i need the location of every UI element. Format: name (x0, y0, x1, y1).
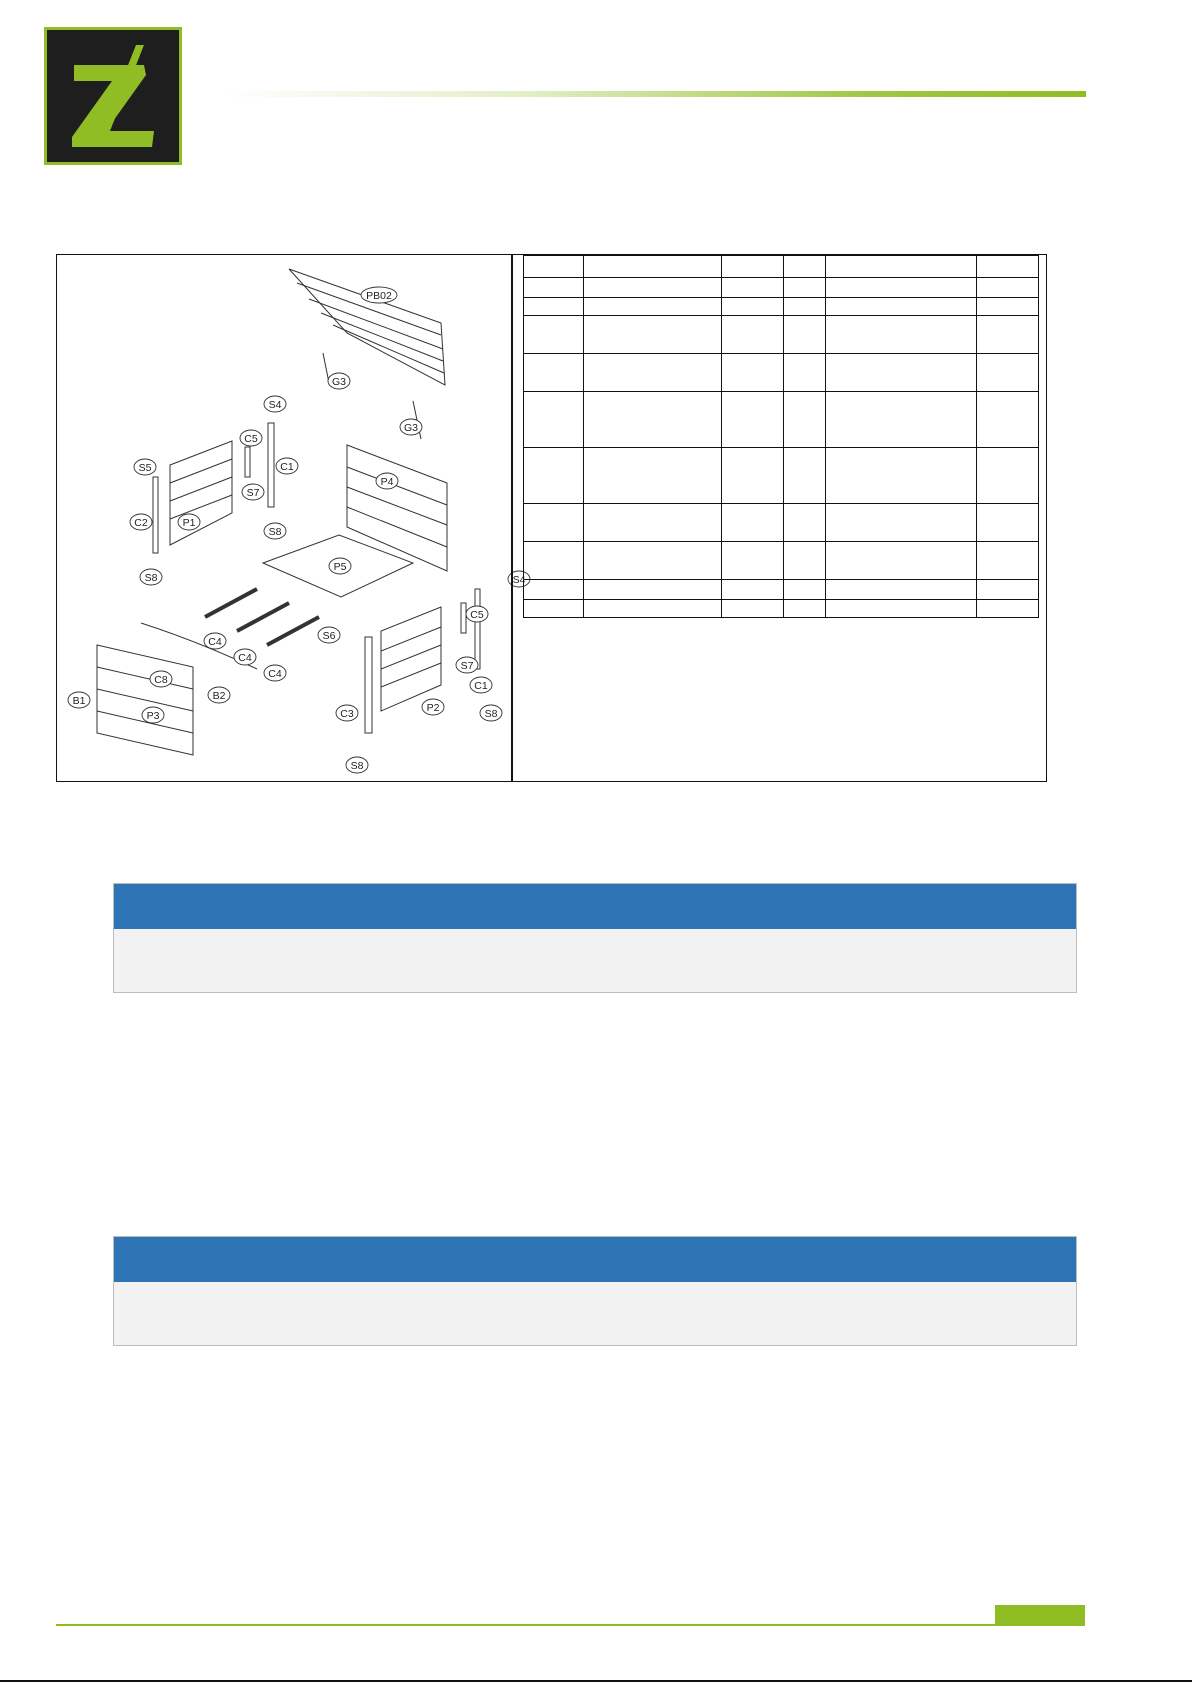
callout-label: S7 (246, 486, 260, 499)
table-cell (826, 298, 977, 316)
table-cell (784, 278, 826, 298)
table-cell (584, 580, 722, 600)
table-cell (784, 392, 826, 448)
table-cell (524, 316, 584, 354)
table-cell (977, 278, 1039, 298)
table-cell (722, 600, 784, 618)
table-cell (826, 278, 977, 298)
callout-label: P2 (426, 701, 440, 714)
figure-divider (511, 255, 513, 781)
post-c1 (268, 423, 274, 507)
callout-label: S7 (460, 659, 474, 672)
table-cell (524, 600, 584, 618)
table-cell (584, 448, 722, 504)
table-cell (977, 600, 1039, 618)
table-cell (722, 316, 784, 354)
footer-rule (56, 1624, 1085, 1626)
table-cell (524, 392, 584, 448)
table-cell (826, 448, 977, 504)
post-c1-right (475, 589, 480, 669)
callout-label: S6 (322, 629, 336, 642)
table-cell (722, 542, 784, 580)
table-cell (784, 448, 826, 504)
table-row (524, 298, 1039, 316)
table-cell (584, 542, 722, 580)
table-cell (784, 298, 826, 316)
bracket-c5 (245, 447, 250, 477)
parts-table (523, 255, 1039, 618)
info-box-1-header (114, 884, 1076, 929)
table-row (524, 316, 1039, 354)
callout-label: C4 (238, 651, 252, 664)
table-cell (784, 580, 826, 600)
table-cell (826, 316, 977, 354)
post-c2 (153, 477, 158, 553)
table-cell (524, 448, 584, 504)
callout-label: C5 (470, 608, 484, 621)
callout-label: C1 (280, 460, 294, 473)
post-c3 (365, 637, 372, 733)
callout-label: G3 (403, 421, 419, 434)
callout-label: C1 (474, 679, 488, 692)
brand-logo (44, 27, 182, 165)
table-cell (826, 256, 977, 278)
callout-label: B2 (212, 689, 226, 702)
table-cell (784, 600, 826, 618)
page-bottom-border (0, 1680, 1192, 1682)
table-cell (584, 278, 722, 298)
callout-label: P3 (146, 709, 160, 722)
table-row (524, 256, 1039, 278)
table-cell (524, 278, 584, 298)
callout-label: S8 (268, 525, 282, 538)
callout-label: C5 (244, 432, 258, 445)
panel-p3 (97, 645, 193, 755)
table-cell (584, 298, 722, 316)
table-cell (826, 542, 977, 580)
table-cell (977, 448, 1039, 504)
callout-label: P1 (182, 516, 196, 529)
table-cell (784, 542, 826, 580)
table-cell (524, 580, 584, 600)
callout-label: S5 (138, 461, 152, 474)
table-cell (722, 504, 784, 542)
table-cell (722, 580, 784, 600)
table-cell (826, 600, 977, 618)
callout-label: C2 (134, 516, 148, 529)
table-row (524, 542, 1039, 580)
callout-label: P4 (380, 475, 394, 488)
callout-label: C8 (154, 673, 168, 686)
table-cell (584, 392, 722, 448)
table-row (524, 504, 1039, 542)
table-cell (977, 256, 1039, 278)
table-cell (784, 504, 826, 542)
table-cell (977, 580, 1039, 600)
table-cell (722, 298, 784, 316)
logo-z-mark (44, 27, 182, 165)
table-cell (722, 354, 784, 392)
callout-label: P5 (333, 560, 347, 573)
info-box-2 (113, 1236, 1077, 1346)
lid-part (289, 269, 445, 385)
table-cell (977, 354, 1039, 392)
table-cell (784, 354, 826, 392)
table-cell (722, 392, 784, 448)
callout-label: S8 (144, 571, 158, 584)
table-cell (784, 316, 826, 354)
table-cell (584, 504, 722, 542)
table-row (524, 600, 1039, 618)
callout-label: S4 (512, 573, 526, 586)
table-cell (977, 392, 1039, 448)
table-cell (524, 354, 584, 392)
table-cell (524, 298, 584, 316)
table-cell (584, 316, 722, 354)
rail-c4-2 (237, 603, 289, 631)
table-cell (826, 392, 977, 448)
table-cell (524, 256, 584, 278)
callout-label: S4 (268, 398, 282, 411)
table-cell (722, 448, 784, 504)
info-box-2-header (114, 1237, 1076, 1282)
assembly-figure (56, 254, 1047, 782)
panel-p2 (381, 607, 441, 711)
header-rule (220, 91, 1086, 97)
table-cell (784, 256, 826, 278)
callout-label: C4 (268, 667, 282, 680)
table-cell (584, 256, 722, 278)
table-cell (826, 354, 977, 392)
rail-c4-1 (205, 589, 257, 617)
exploded-diagram (57, 255, 526, 780)
table-row (524, 392, 1039, 448)
table-cell (584, 600, 722, 618)
callout-label: C3 (340, 707, 354, 720)
table-cell (826, 504, 977, 542)
rail-c4-3 (267, 617, 319, 645)
table-cell (524, 542, 584, 580)
info-box-1 (113, 883, 1077, 993)
table-cell (977, 316, 1039, 354)
table-cell (826, 580, 977, 600)
callout-label: B1 (72, 694, 86, 707)
panel-p1 (170, 441, 232, 545)
table-row (524, 278, 1039, 298)
callout-label: S8 (350, 759, 364, 772)
callout-label: S8 (484, 707, 498, 720)
table-row (524, 580, 1039, 600)
callout-label: PB02 (366, 289, 392, 302)
table-cell (977, 298, 1039, 316)
table-row (524, 354, 1039, 392)
table-row (524, 448, 1039, 504)
table-cell (977, 542, 1039, 580)
page-number-tab (995, 1605, 1085, 1626)
table-cell (722, 278, 784, 298)
callout-label: G3 (331, 375, 347, 388)
table-cell (722, 256, 784, 278)
callout-label: C4 (208, 635, 222, 648)
table-cell (524, 504, 584, 542)
table-cell (584, 354, 722, 392)
bracket-c5-right (461, 603, 466, 633)
table-cell (977, 504, 1039, 542)
